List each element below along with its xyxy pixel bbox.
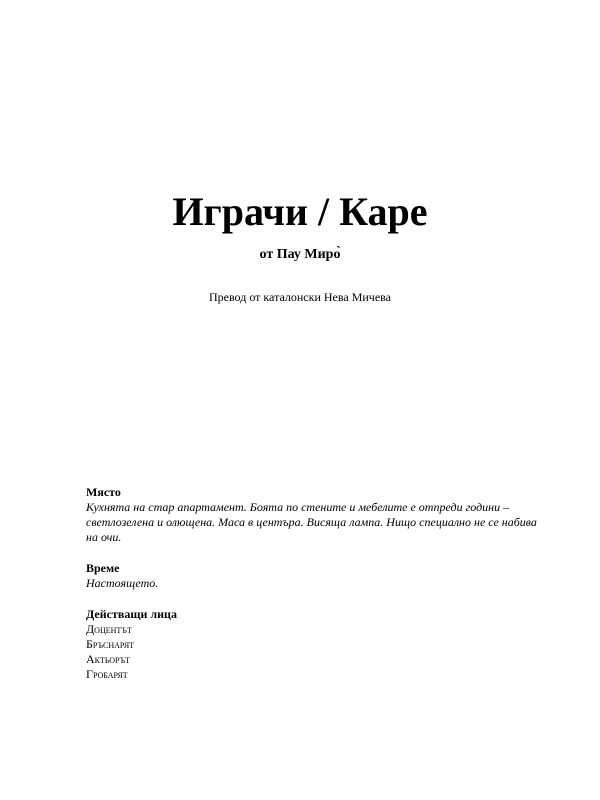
time-section (86, 561, 546, 591)
setting-text: Кухнята на стар апартамент. Боята по стените и мебелите е отпреди години – светлозелена и олющена. Маса в центъра. Висяща лампа. Нищо специално не се набива на очи. (86, 500, 537, 544)
play-title: Играчи / Каре (172, 189, 428, 234)
character-item: Бръснарят (86, 637, 135, 651)
characters-section (86, 607, 546, 682)
setting-section (86, 485, 546, 545)
translator-line: Превод от каталонски Нева Мичева (208, 290, 391, 304)
time-text: Настоящето. (86, 576, 159, 590)
characters-heading: Действащи лица (86, 607, 177, 621)
character-item: Актьорът (86, 652, 131, 666)
character-item: Гробарят (86, 667, 128, 681)
play-info (86, 485, 546, 698)
author-line: от Пау Миро̀ (259, 247, 341, 262)
time-heading: Време (86, 561, 120, 575)
character-item: Доцентът (86, 622, 132, 636)
setting-heading: Място (86, 485, 121, 499)
